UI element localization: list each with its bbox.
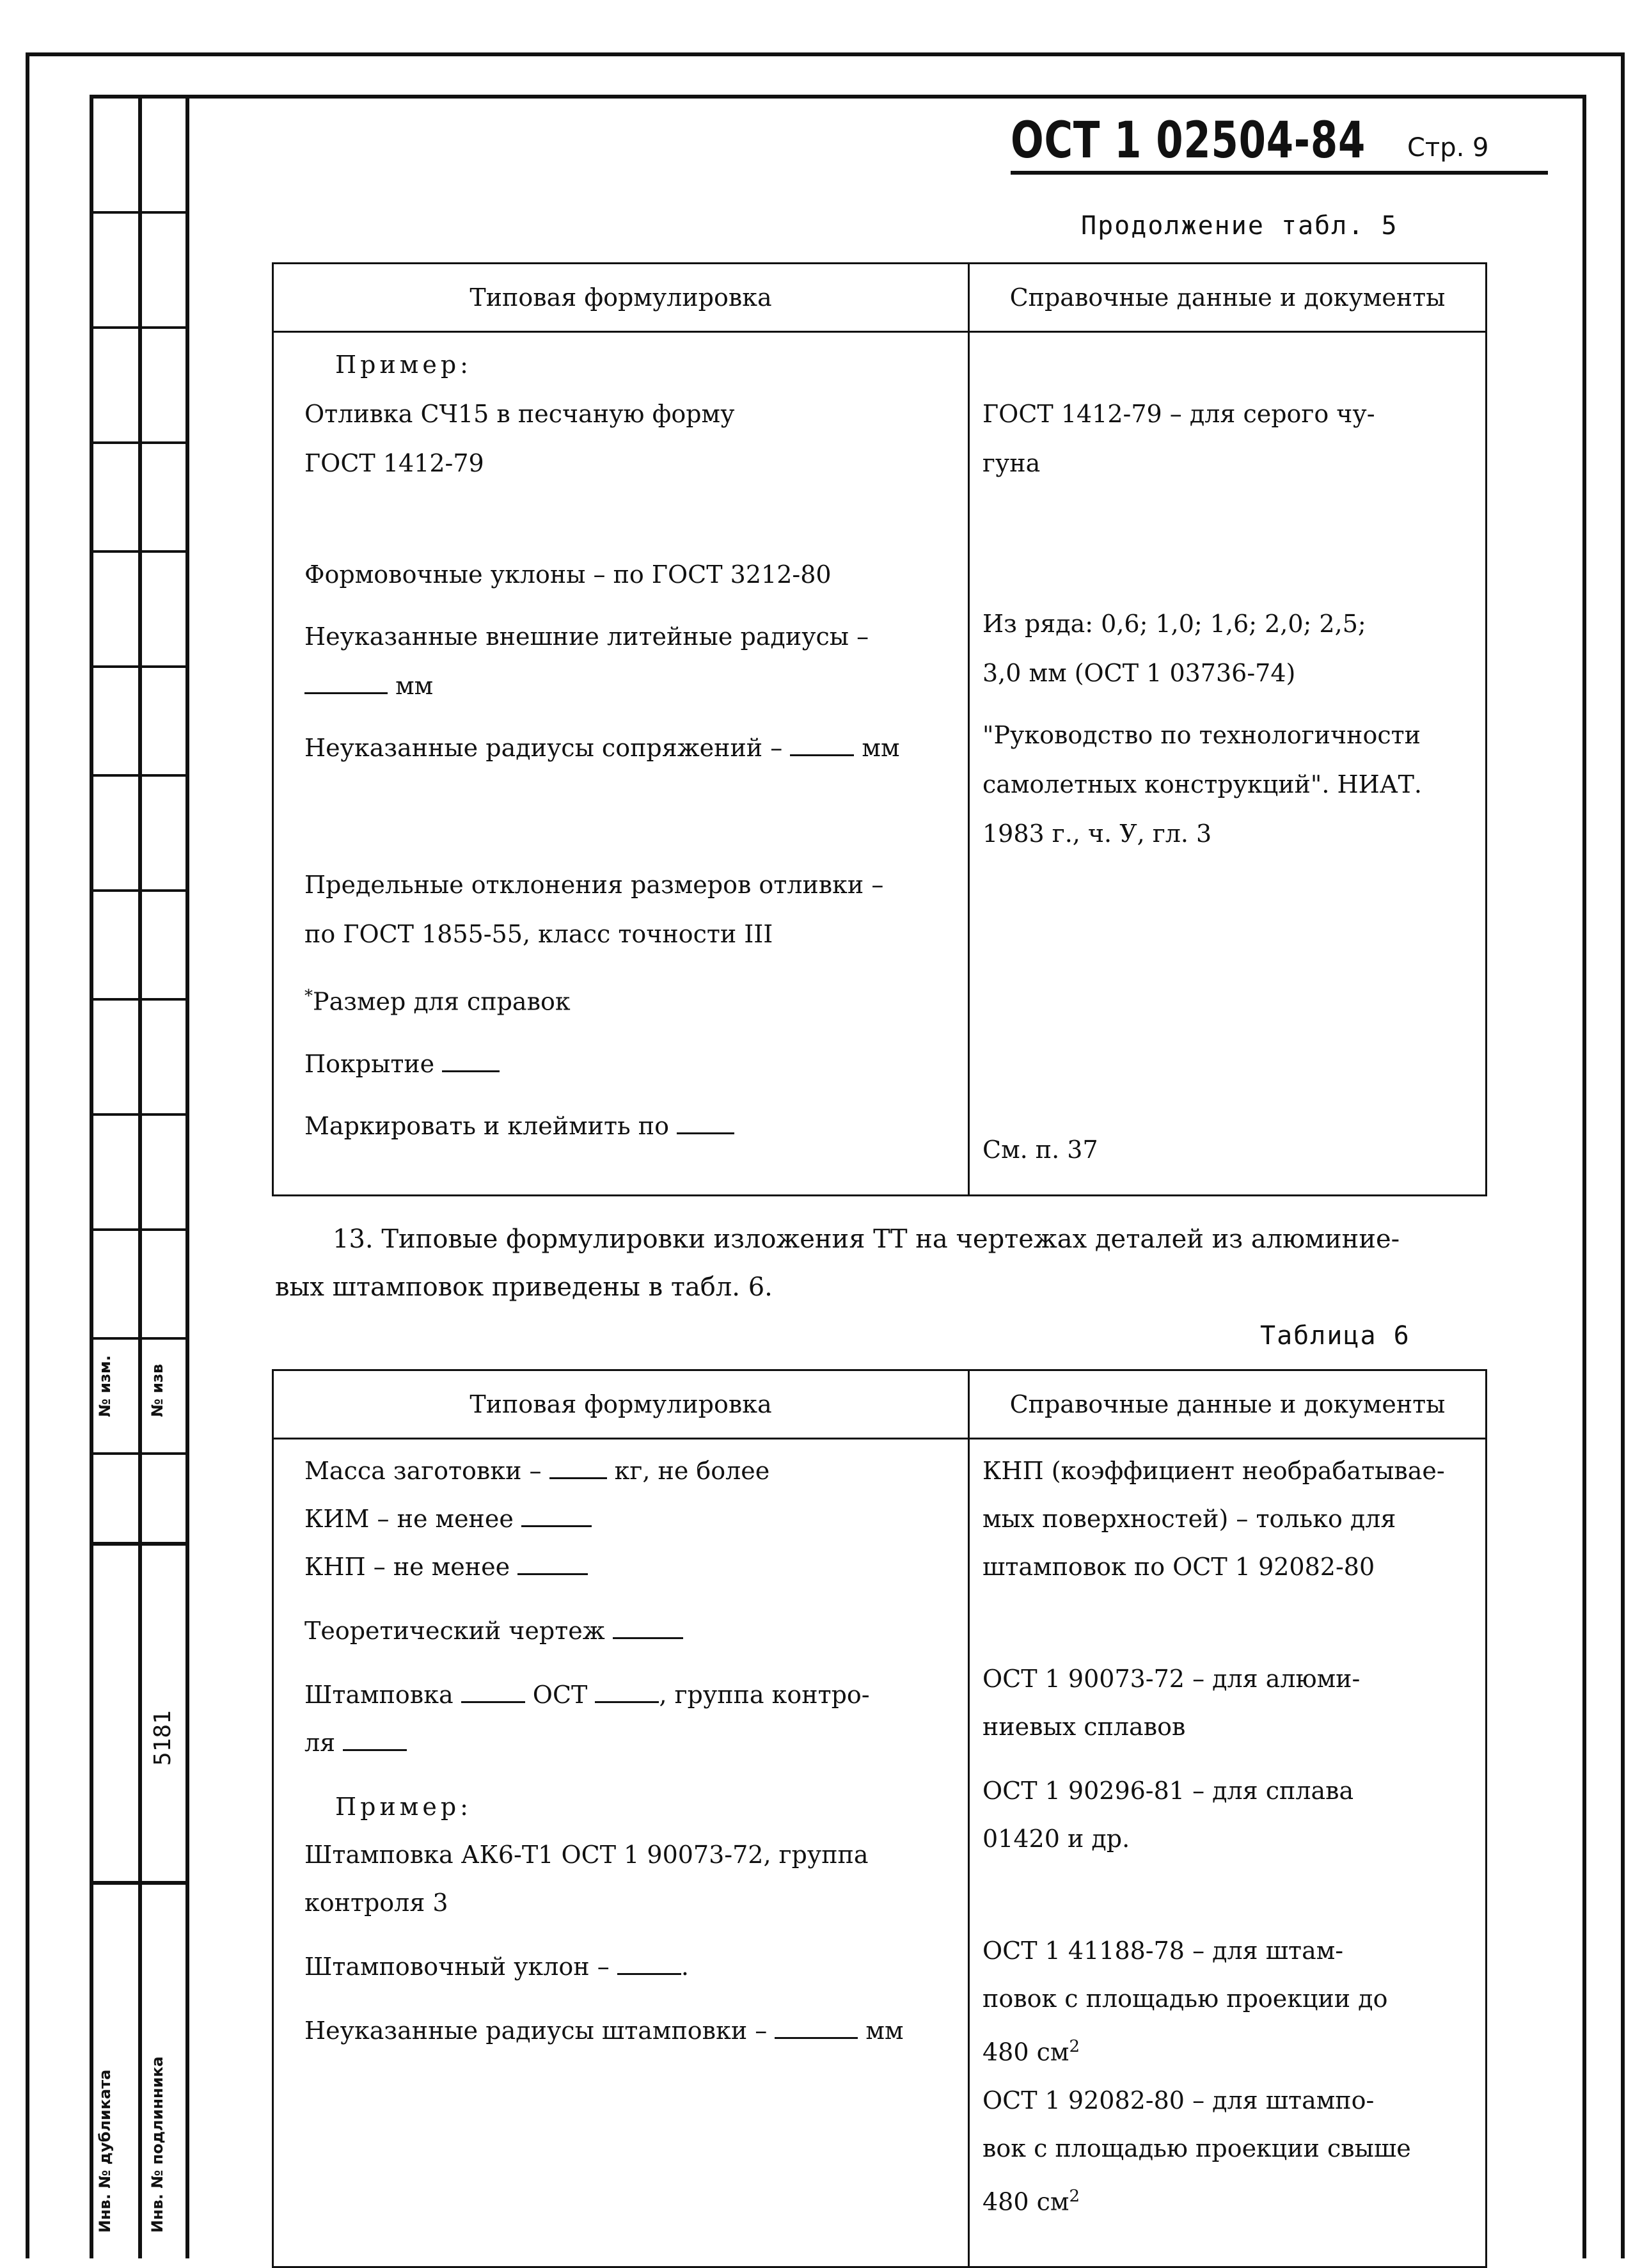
table5-text-line: Предельные отклонения размеров отливки – [304, 871, 884, 899]
spacer [982, 1863, 1472, 1927]
unit-text: мм [865, 2017, 904, 2045]
fill-blank [521, 1506, 592, 1527]
row-text: кг, не более [614, 1457, 770, 1485]
fill-blank [442, 1051, 500, 1072]
margin-strip-line [90, 1452, 189, 1455]
table6-ref-line: КНП (коэффициент необрабатывае- [982, 1457, 1445, 1485]
table5-text-line [304, 662, 968, 711]
table5-text-line: Неуказанные внешние литейные радиусы – [304, 623, 869, 651]
spacer [982, 859, 1472, 1125]
table6-ref-line [982, 2173, 1472, 2226]
table5-text-line [304, 724, 968, 773]
row-text: КНП – не менее [304, 1553, 510, 1581]
table5-ref-line: 3,0 мм (ОСТ 1 03736-74) [982, 659, 1296, 687]
row-text: Неуказанные радиусы штамповки – [304, 2017, 768, 2045]
fill-blank [775, 2018, 858, 2039]
fill-blank [304, 673, 388, 694]
fill-blank [790, 735, 854, 756]
margin-strip-line [90, 1228, 189, 1231]
table6-ref-line: ОСТ 1 92082-80 – для штампо- [982, 2086, 1375, 2114]
row-text: . [681, 1953, 689, 1981]
table5-continuation-label: Продолжение табл. 5 [1081, 211, 1398, 241]
fill-blank [613, 1618, 683, 1639]
table6-text-line [304, 2007, 968, 2055]
page-number: Стр. 9 [1407, 133, 1489, 163]
fill-blank [461, 1682, 525, 1703]
margin-strip-line [90, 326, 189, 329]
table5-col1-header: Типовая формулировка [273, 264, 969, 332]
table6-ref-line: 01420 и др. [982, 1825, 1130, 1853]
table6-title: Таблица 6 [1260, 1321, 1410, 1351]
margin-strip-line [90, 889, 189, 892]
table6-ref-line: ОСТ 1 41188-78 – для штам- [982, 1937, 1344, 1965]
change-no-label: № изм. [96, 1355, 114, 1417]
row-text: Размер для справок [313, 987, 571, 1016]
fill-blank [549, 1458, 607, 1479]
original-inv-label: Инв. № подлинника [148, 2056, 166, 2233]
fill-blank [617, 1954, 681, 1975]
row-text: Штамповка [304, 1681, 454, 1709]
table5-text-line [304, 1040, 968, 1089]
margin-strip-line [90, 211, 189, 214]
table5-col2-header: Справочные данные и документы [969, 264, 1487, 332]
superscript: 2 [1069, 2037, 1080, 2056]
row-text: ОСТ [532, 1681, 588, 1709]
table5-ref-line: Из ряда: 0,6; 1,0; 1,6; 2,0; 2,5; [982, 610, 1366, 638]
row-text: Штамповочный уклон – [304, 1953, 610, 1981]
spacer [982, 537, 1472, 599]
spacer [982, 340, 1472, 390]
margin-strip-line [90, 774, 189, 777]
table6-ref-line: ниевых сплавов [982, 1713, 1186, 1741]
table6-text-line [304, 1447, 968, 1495]
table6-ref-line: повок с площадью проекции до [982, 1985, 1388, 2013]
spacer [982, 1591, 1472, 1655]
margin-strip-line [90, 1113, 189, 1116]
unit-text: мм [395, 672, 434, 700]
row-text: Неуказанные радиусы сопряжений – [304, 734, 783, 762]
table6-text-line [304, 1543, 968, 1591]
spacer [304, 822, 968, 860]
table5-ref-line: самолетных конструкций". НИАТ. [982, 770, 1423, 798]
table6-text-line [304, 1607, 968, 1655]
duplicate-inv-label: Инв. № дубликата [96, 2069, 114, 2233]
table6-ref-line: штамповок по ОСТ 1 92082-80 [982, 1553, 1375, 1581]
table6-ref-line: вок с площадью проекции свыше [982, 2134, 1411, 2162]
table6-text-line [304, 1719, 968, 1767]
row-text: 480 см [982, 2187, 1069, 2216]
margin-strip-line [90, 1337, 189, 1340]
table5-ref-line: ГОСТ 1412-79 – для серого чу- [982, 400, 1375, 428]
table6-ref-line: ОСТ 1 90296-81 – для сплава [982, 1777, 1354, 1805]
table6-left-cell [273, 1439, 969, 2267]
spacer [304, 488, 968, 537]
row-text: Теоретический чертеж [304, 1617, 605, 1645]
row-text: ля [304, 1729, 336, 1757]
example-label: Пример: [335, 351, 472, 379]
table5-left-cell [273, 332, 969, 1196]
paragraph-13-line2: вых штамповок приведены в табл. 6. [275, 1273, 773, 1302]
table6-text-line: контроля 3 [304, 1889, 448, 1917]
table5-ref-line: "Руководство по технологичности [982, 721, 1421, 749]
row-text: КИМ – не менее [304, 1505, 514, 1533]
table6-text-line [304, 1671, 968, 1719]
fill-blank [343, 1730, 407, 1751]
margin-strip-line [90, 665, 189, 668]
fill-blank [595, 1682, 659, 1703]
table5-ref-line: См. п. 37 [982, 1136, 1098, 1164]
header-rule [1011, 171, 1548, 175]
table6-col2-header: Справочные данные и документы [969, 1370, 1487, 1439]
table5-ref-line: 1983 г., ч. У, гл. 3 [982, 820, 1212, 848]
table5-right-cell [969, 332, 1487, 1196]
margin-strip-line [90, 1881, 189, 1885]
table6-text-line: Штамповка АК6-Т1 ОСТ 1 90073-72, группа [304, 1841, 869, 1869]
spacer [304, 773, 968, 822]
row-text: , группа контро- [659, 1681, 870, 1709]
table6-ref-line: ОСТ 1 90073-72 – для алюми- [982, 1665, 1361, 1693]
fill-blank [517, 1554, 588, 1575]
document-code: ОСТ 1 02504-84 [1011, 112, 1366, 170]
paragraph-13-line1: 13. Типовые формулировки изложения ТТ на чертежах деталей из алюминие- [333, 1225, 1400, 1254]
table5-text-line: Формовочные уклоны – по ГОСТ 3212-80 [304, 560, 832, 589]
table5-text-line: по ГОСТ 1855-55, класс точности III [304, 920, 773, 948]
table5-text-line: ГОСТ 1412-79 [304, 449, 484, 477]
row-text: Покрытие [304, 1049, 435, 1078]
row-text: 480 см [982, 2038, 1069, 2066]
margin-strip-divider [138, 95, 142, 2258]
table6-ref-line: мых поверхностей) – только для [982, 1505, 1396, 1533]
row-text: Маркировать и клеймить по [304, 1111, 669, 1140]
table5-text-line [304, 972, 968, 1027]
footnote-mark: * [304, 987, 313, 1006]
superscript: 2 [1069, 2186, 1080, 2206]
table6-col1-header: Типовая формулировка [273, 1370, 969, 1439]
table6-right-cell [969, 1439, 1487, 2267]
spacer [982, 488, 1472, 537]
example-label: Пример: [335, 1793, 472, 1821]
fill-blank [677, 1113, 734, 1134]
table6-ref-line [982, 2023, 1472, 2077]
table6-text-line [304, 1943, 968, 1991]
inventory-number: 5181 [150, 1710, 176, 1766]
row-text: Масса заготовки – [304, 1457, 542, 1485]
table6-text-line [304, 1495, 968, 1543]
unit-text: мм [862, 734, 900, 762]
notice-no-label: № изв [148, 1363, 166, 1417]
table-5 [272, 262, 1487, 1196]
table5-text-line: Отливка СЧ15 в песчаную форму [304, 400, 735, 428]
margin-strip-line [90, 998, 189, 1001]
margin-strip-line [90, 1542, 189, 1546]
table5-text-line [304, 1102, 968, 1151]
margin-strip-line [90, 441, 189, 444]
table-6 [272, 1369, 1487, 2268]
table5-ref-line: гуна [982, 449, 1041, 477]
margin-strip-line [90, 550, 189, 553]
